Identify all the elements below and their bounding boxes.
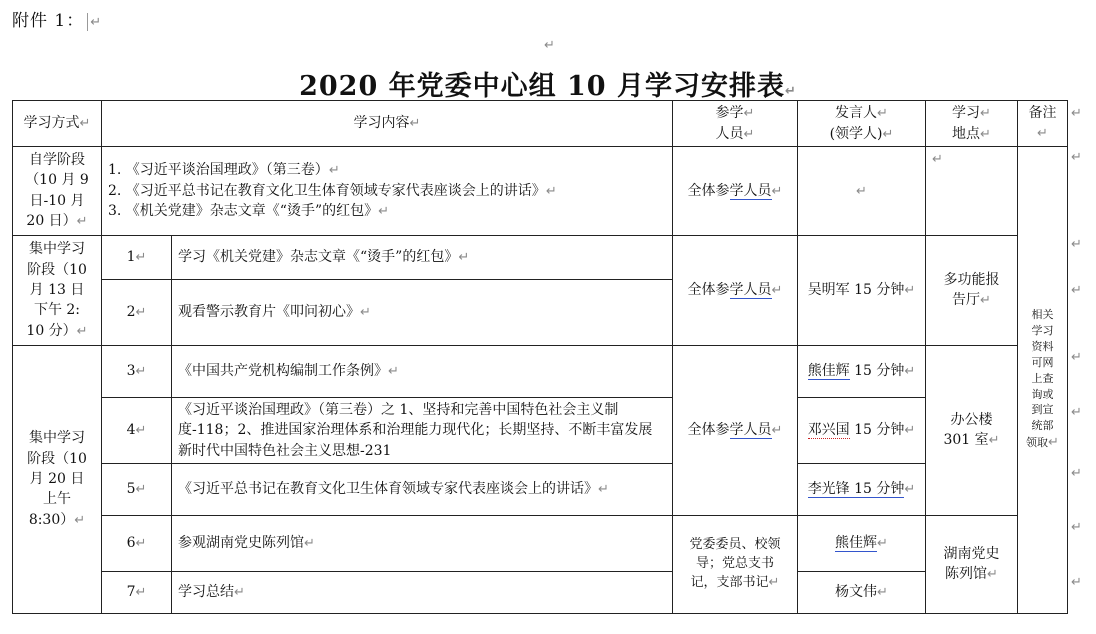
row-end-mark: ↵ xyxy=(1071,575,1082,590)
page-title: 2020 年党委中心组 10 月学习安排表↵ xyxy=(299,71,797,102)
paragraph-mark: ↵ xyxy=(90,15,103,30)
content-cell: 《中国共产党机构编制工作条例》↵ xyxy=(172,346,673,398)
schedule-table xyxy=(12,100,1068,614)
content-cell: 《习近平谈治国理政》（第三卷）之 1、坚持和完善中国特色社会主义制度-118；2、推进国家治理体系和治理能力现代化；长期坚持、不断丰富发展新时代中国特色社会主义思想-231 xyxy=(172,398,673,464)
header-location: 学习↵ 地点↵ xyxy=(926,101,1018,147)
table-row xyxy=(13,398,1068,464)
row-number: 7↵ xyxy=(102,572,172,614)
location-cell: 湖南党史 陈列馆↵ xyxy=(926,516,1018,614)
row-number: 1↵ xyxy=(102,236,172,280)
header-speaker: 发言人↵ (领学人)↵ xyxy=(798,101,926,147)
list-item: 1. 《习近平谈治国理政》（第三卷）↵ xyxy=(108,161,340,178)
location-cell: ↵ xyxy=(926,147,1018,236)
row-number: 4↵ xyxy=(102,398,172,464)
header-content: 学习内容↵ xyxy=(102,101,673,147)
header-participants: 参学↵ 人员↵ xyxy=(673,101,798,147)
participants-cell: 全体参学人员↵ xyxy=(673,147,798,236)
attachment-label: 附件 1： ↵ xyxy=(12,11,103,31)
content-cell: 观看警示教育片《叩问初心》↵ xyxy=(172,280,673,346)
speaker-cell: ↵ xyxy=(798,147,926,236)
row-number: 6↵ xyxy=(102,516,172,572)
header-row xyxy=(13,101,1068,147)
row-number: 2↵ xyxy=(102,280,172,346)
text-cursor xyxy=(87,13,88,31)
row-end-mark: ↵ xyxy=(1071,350,1082,365)
list-item: 2. 《习近平总书记在教育文化卫生体育领域专家代表座谈会上的讲话》↵ xyxy=(108,182,557,199)
table-row xyxy=(13,346,1068,398)
participants-cell: 党委委员、校领 导；党总支书 记，支部书记↵ xyxy=(673,516,798,614)
note-cell: 相关 学习 资料 可网 上查 询或 到宣 统部 领取↵ xyxy=(1018,147,1068,614)
table-row xyxy=(13,516,1068,572)
speaker-cell: 邓兴国 15 分钟↵ xyxy=(798,398,926,464)
table-row xyxy=(13,147,1068,236)
header-method: 学习方式↵ xyxy=(13,101,102,147)
content-cell: 参观湖南党史陈列馆↵ xyxy=(172,516,673,572)
phase-self-study: 自学阶段 （10 月 9 日-10 月 20 日）↵ xyxy=(13,147,102,236)
row-end-mark: ↵ xyxy=(1071,466,1082,481)
participants-cell: 全体参学人员↵ xyxy=(673,236,798,346)
speaker-cell: 熊佳辉↵ xyxy=(798,516,926,572)
speaker-cell: 吴明军 15 分钟↵ xyxy=(798,236,926,346)
speaker-cell: 李光锋 15 分钟↵ xyxy=(798,464,926,516)
row-number: 5↵ xyxy=(102,464,172,516)
participants-cell: 全体参学人员↵ xyxy=(673,346,798,516)
content-cell: 学习总结↵ xyxy=(172,572,673,614)
table-row xyxy=(13,572,1068,614)
row-end-mark: ↵ xyxy=(1071,237,1082,252)
row-end-mark: ↵ xyxy=(1071,150,1082,165)
row-end-mark: ↵ xyxy=(1071,520,1082,535)
content-cell: 《习近平总书记在教育文化卫生体育领域专家代表座谈会上的讲话》↵ xyxy=(172,464,673,516)
location-cell: 多功能报 告厅↵ xyxy=(926,236,1018,346)
table-row xyxy=(13,236,1068,280)
row-end-mark: ↵ xyxy=(1071,283,1082,298)
content-cell: 学习《机关党建》杂志文章《“烫手”的红包》↵ xyxy=(172,236,673,280)
phase-2: 集中学习 阶段（10 月 13 日 下午 2: 10 分）↵ xyxy=(13,236,102,346)
table-row xyxy=(13,464,1068,516)
paragraph-mark: ↵ xyxy=(544,38,555,53)
self-study-content xyxy=(102,147,673,236)
paragraph-mark: ↵ xyxy=(785,84,797,99)
header-note: 备注↵ xyxy=(1018,101,1068,147)
row-number: 3↵ xyxy=(102,346,172,398)
row-end-mark: ↵ xyxy=(1071,106,1082,121)
row-end-mark: ↵ xyxy=(1071,405,1082,420)
speaker-cell: 杨文伟↵ xyxy=(798,572,926,614)
list-item: 3. 《机关党建》杂志文章《“烫手”的红包》↵ xyxy=(108,203,390,220)
speaker-cell: 熊佳辉 15 分钟↵ xyxy=(798,346,926,398)
location-cell: 办公楼 301 室↵ xyxy=(926,346,1018,516)
phase-3: 集中学习 阶段（10 月 20 日 上午 8:30）↵ xyxy=(13,346,102,614)
